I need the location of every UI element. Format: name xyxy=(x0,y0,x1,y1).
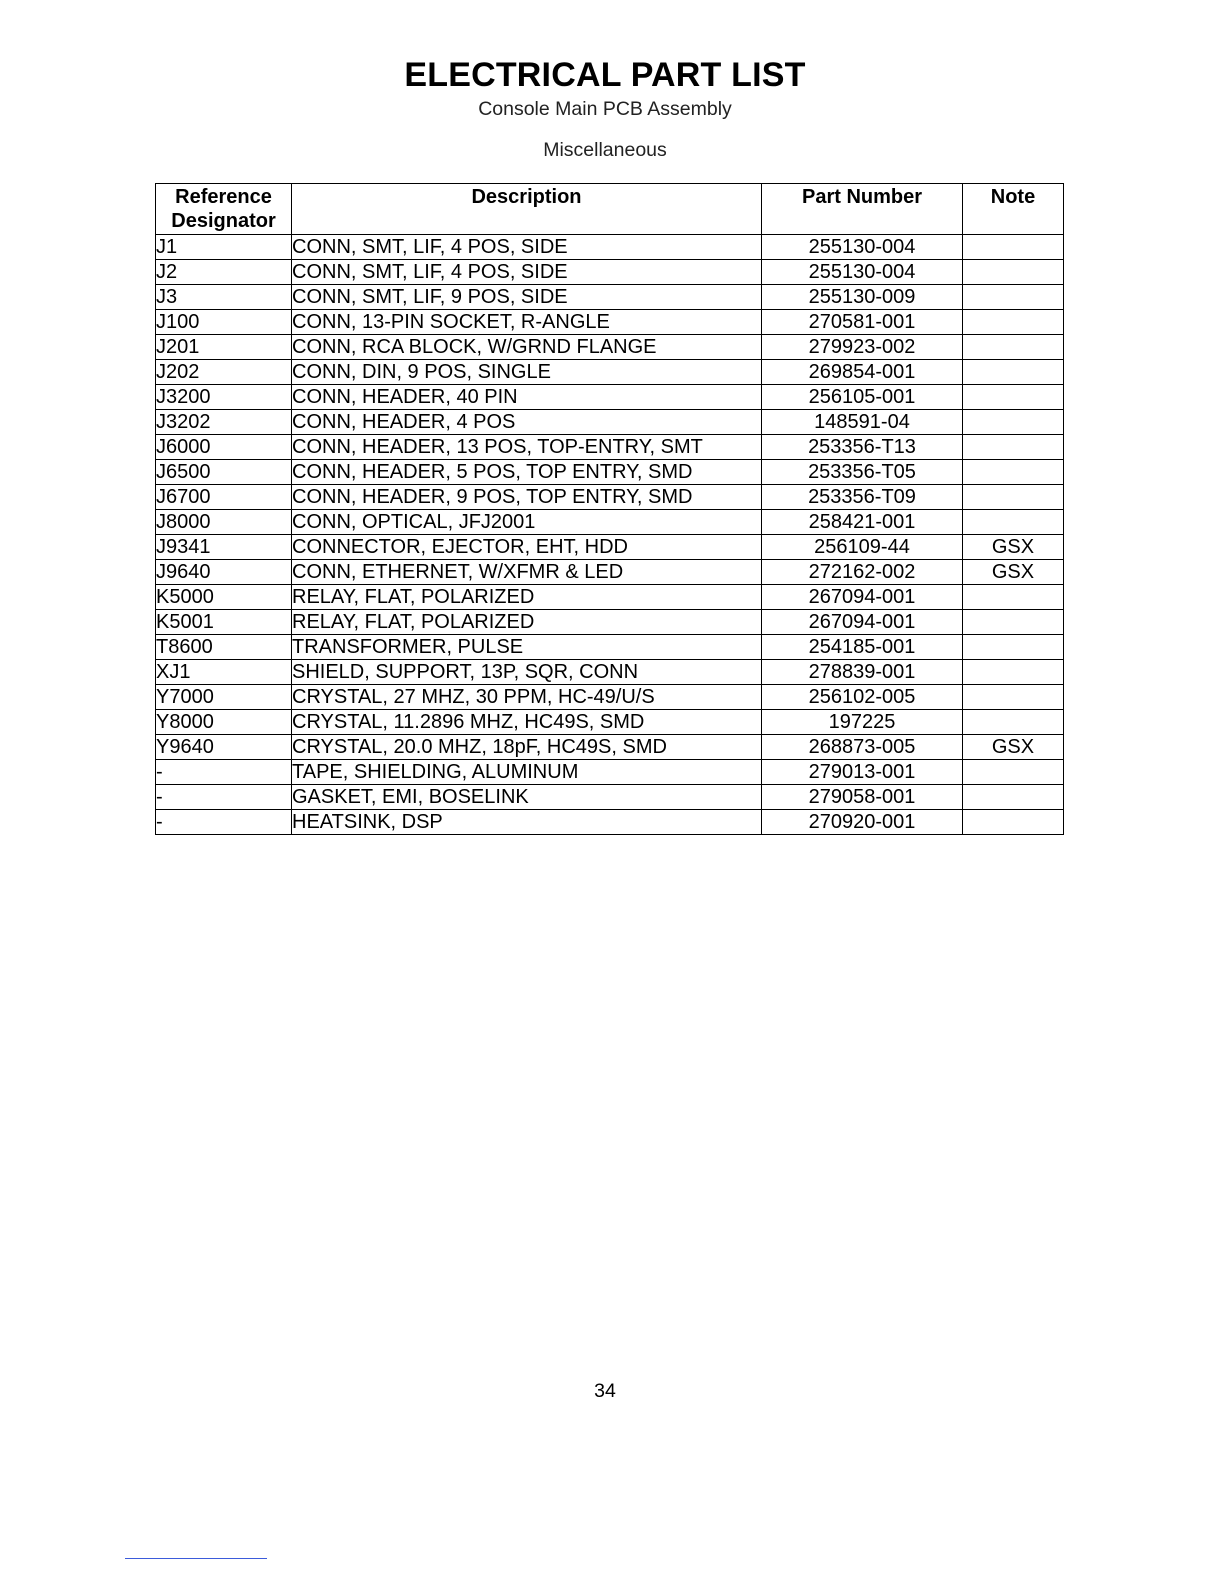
cell-note xyxy=(963,785,1064,810)
column-header-note: Note xyxy=(963,184,1064,235)
cell-note xyxy=(963,760,1064,785)
cell-description: CONN, HEADER, 13 POS, TOP-ENTRY, SMT xyxy=(292,435,762,460)
cell-description: CONN, 13-PIN SOCKET, R-ANGLE xyxy=(292,310,762,335)
table-row xyxy=(156,635,1064,660)
cell-part-number: 270581-001 xyxy=(762,310,963,335)
parts-table-body xyxy=(156,235,1064,835)
cell-reference-designator: Y7000 xyxy=(156,685,292,710)
cell-part-number: 253356-T05 xyxy=(762,460,963,485)
table-row xyxy=(156,410,1064,435)
cell-description: HEATSINK, DSP xyxy=(292,810,762,835)
table-row xyxy=(156,535,1064,560)
cell-part-number: 279923-002 xyxy=(762,335,963,360)
cell-reference-designator: J6700 xyxy=(156,485,292,510)
cell-description: CONN, DIN, 9 POS, SINGLE xyxy=(292,360,762,385)
assembly-subtitle: Console Main PCB Assembly xyxy=(478,98,732,120)
cell-reference-designator: K5001 xyxy=(156,610,292,635)
cell-description: TAPE, SHIELDING, ALUMINUM xyxy=(292,760,762,785)
cell-note xyxy=(963,435,1064,460)
column-header-reference-line1: Reference xyxy=(175,186,272,208)
cell-part-number: 255130-009 xyxy=(762,285,963,310)
table-header-row xyxy=(156,184,1064,235)
cell-description: RELAY, FLAT, POLARIZED xyxy=(292,585,762,610)
footer-rule xyxy=(125,1558,267,1559)
cell-description: CONN, SMT, LIF, 4 POS, SIDE xyxy=(292,235,762,260)
cell-note xyxy=(963,585,1064,610)
page-number: 34 xyxy=(594,1380,616,1402)
cell-reference-designator: - xyxy=(156,760,292,785)
cell-description: CONN, RCA BLOCK, W/GRND FLANGE xyxy=(292,335,762,360)
table-row xyxy=(156,335,1064,360)
cell-part-number: 269854-001 xyxy=(762,360,963,385)
cell-description: RELAY, FLAT, POLARIZED xyxy=(292,610,762,635)
cell-part-number: 278839-001 xyxy=(762,660,963,685)
table-row xyxy=(156,585,1064,610)
cell-note xyxy=(963,685,1064,710)
cell-part-number: 268873-005 xyxy=(762,735,963,760)
cell-note xyxy=(963,335,1064,360)
page-title: ELECTRICAL PART LIST xyxy=(404,56,806,94)
cell-description: CONN, HEADER, 4 POS xyxy=(292,410,762,435)
cell-part-number: 256102-005 xyxy=(762,685,963,710)
cell-part-number: 270920-001 xyxy=(762,810,963,835)
cell-note xyxy=(963,410,1064,435)
cell-reference-designator: J6500 xyxy=(156,460,292,485)
cell-note xyxy=(963,460,1064,485)
table-row xyxy=(156,460,1064,485)
cell-reference-designator: J9640 xyxy=(156,560,292,585)
cell-note xyxy=(963,235,1064,260)
column-header-reference-line2: Designator xyxy=(171,210,276,232)
cell-part-number: 256105-001 xyxy=(762,385,963,410)
cell-description: CONN, HEADER, 40 PIN xyxy=(292,385,762,410)
cell-reference-designator: J3202 xyxy=(156,410,292,435)
cell-part-number: 258421-001 xyxy=(762,510,963,535)
cell-part-number: 256109-44 xyxy=(762,535,963,560)
table-row xyxy=(156,310,1064,335)
cell-note: GSX xyxy=(963,735,1064,760)
cell-description: CONN, ETHERNET, W/XFMR & LED xyxy=(292,560,762,585)
cell-description: CONNECTOR, EJECTOR, EHT, HDD xyxy=(292,535,762,560)
cell-part-number: 148591-04 xyxy=(762,410,963,435)
cell-note xyxy=(963,385,1064,410)
cell-reference-designator: XJ1 xyxy=(156,660,292,685)
table-row xyxy=(156,685,1064,710)
cell-reference-designator: J201 xyxy=(156,335,292,360)
column-header-reference-designator xyxy=(156,184,292,235)
cell-note xyxy=(963,660,1064,685)
table-row xyxy=(156,285,1064,310)
cell-reference-designator: Y9640 xyxy=(156,735,292,760)
cell-note xyxy=(963,260,1064,285)
cell-part-number: 197225 xyxy=(762,710,963,735)
cell-part-number: 267094-001 xyxy=(762,585,963,610)
cell-reference-designator: J202 xyxy=(156,360,292,385)
table-row xyxy=(156,560,1064,585)
cell-note xyxy=(963,485,1064,510)
cell-reference-designator: J6000 xyxy=(156,435,292,460)
table-row xyxy=(156,760,1064,785)
cell-note xyxy=(963,710,1064,735)
cell-reference-designator: J9341 xyxy=(156,535,292,560)
cell-part-number: 279013-001 xyxy=(762,760,963,785)
cell-description: GASKET, EMI, BOSELINK xyxy=(292,785,762,810)
table-row xyxy=(156,610,1064,635)
cell-description: CONN, HEADER, 9 POS, TOP ENTRY, SMD xyxy=(292,485,762,510)
cell-note xyxy=(963,810,1064,835)
column-header-description: Description xyxy=(292,184,762,235)
cell-description: CONN, SMT, LIF, 4 POS, SIDE xyxy=(292,260,762,285)
cell-reference-designator: - xyxy=(156,785,292,810)
cell-reference-designator: J3 xyxy=(156,285,292,310)
table-row xyxy=(156,785,1064,810)
cell-reference-designator: T8600 xyxy=(156,635,292,660)
cell-part-number: 253356-T09 xyxy=(762,485,963,510)
cell-reference-designator: K5000 xyxy=(156,585,292,610)
cell-part-number: 254185-001 xyxy=(762,635,963,660)
cell-description: CONN, OPTICAL, JFJ2001 xyxy=(292,510,762,535)
cell-note xyxy=(963,610,1064,635)
cell-description: TRANSFORMER, PULSE xyxy=(292,635,762,660)
cell-reference-designator: J1 xyxy=(156,235,292,260)
cell-reference-designator: J3200 xyxy=(156,385,292,410)
section-heading: Miscellaneous xyxy=(543,139,667,161)
cell-description: CONN, SMT, LIF, 9 POS, SIDE xyxy=(292,285,762,310)
table-row xyxy=(156,660,1064,685)
table-row xyxy=(156,260,1064,285)
table-row xyxy=(156,360,1064,385)
cell-reference-designator: J100 xyxy=(156,310,292,335)
cell-note xyxy=(963,635,1064,660)
cell-part-number: 253356-T13 xyxy=(762,435,963,460)
table-row xyxy=(156,485,1064,510)
cell-description: CONN, HEADER, 5 POS, TOP ENTRY, SMD xyxy=(292,460,762,485)
cell-description: CRYSTAL, 11.2896 MHZ, HC49S, SMD xyxy=(292,710,762,735)
cell-description: CRYSTAL, 27 MHZ, 30 PPM, HC-49/U/S xyxy=(292,685,762,710)
cell-note xyxy=(963,310,1064,335)
cell-note: GSX xyxy=(963,535,1064,560)
cell-description: CRYSTAL, 20.0 MHZ, 18pF, HC49S, SMD xyxy=(292,735,762,760)
cell-description: SHIELD, SUPPORT, 13P, SQR, CONN xyxy=(292,660,762,685)
cell-reference-designator: - xyxy=(156,810,292,835)
table-row xyxy=(156,435,1064,460)
table-row xyxy=(156,235,1064,260)
table-row xyxy=(156,710,1064,735)
table-row xyxy=(156,385,1064,410)
table-row xyxy=(156,510,1064,535)
table-row xyxy=(156,735,1064,760)
cell-part-number: 255130-004 xyxy=(762,235,963,260)
cell-reference-designator: Y8000 xyxy=(156,710,292,735)
parts-table xyxy=(155,183,1064,835)
cell-reference-designator: J2 xyxy=(156,260,292,285)
cell-part-number: 267094-001 xyxy=(762,610,963,635)
cell-reference-designator: J8000 xyxy=(156,510,292,535)
cell-part-number: 272162-002 xyxy=(762,560,963,585)
cell-part-number: 255130-004 xyxy=(762,260,963,285)
cell-note: GSX xyxy=(963,560,1064,585)
column-header-part-number: Part Number xyxy=(762,184,963,235)
table-row xyxy=(156,810,1064,835)
cell-note xyxy=(963,510,1064,535)
cell-part-number: 279058-001 xyxy=(762,785,963,810)
cell-note xyxy=(963,285,1064,310)
cell-note xyxy=(963,360,1064,385)
